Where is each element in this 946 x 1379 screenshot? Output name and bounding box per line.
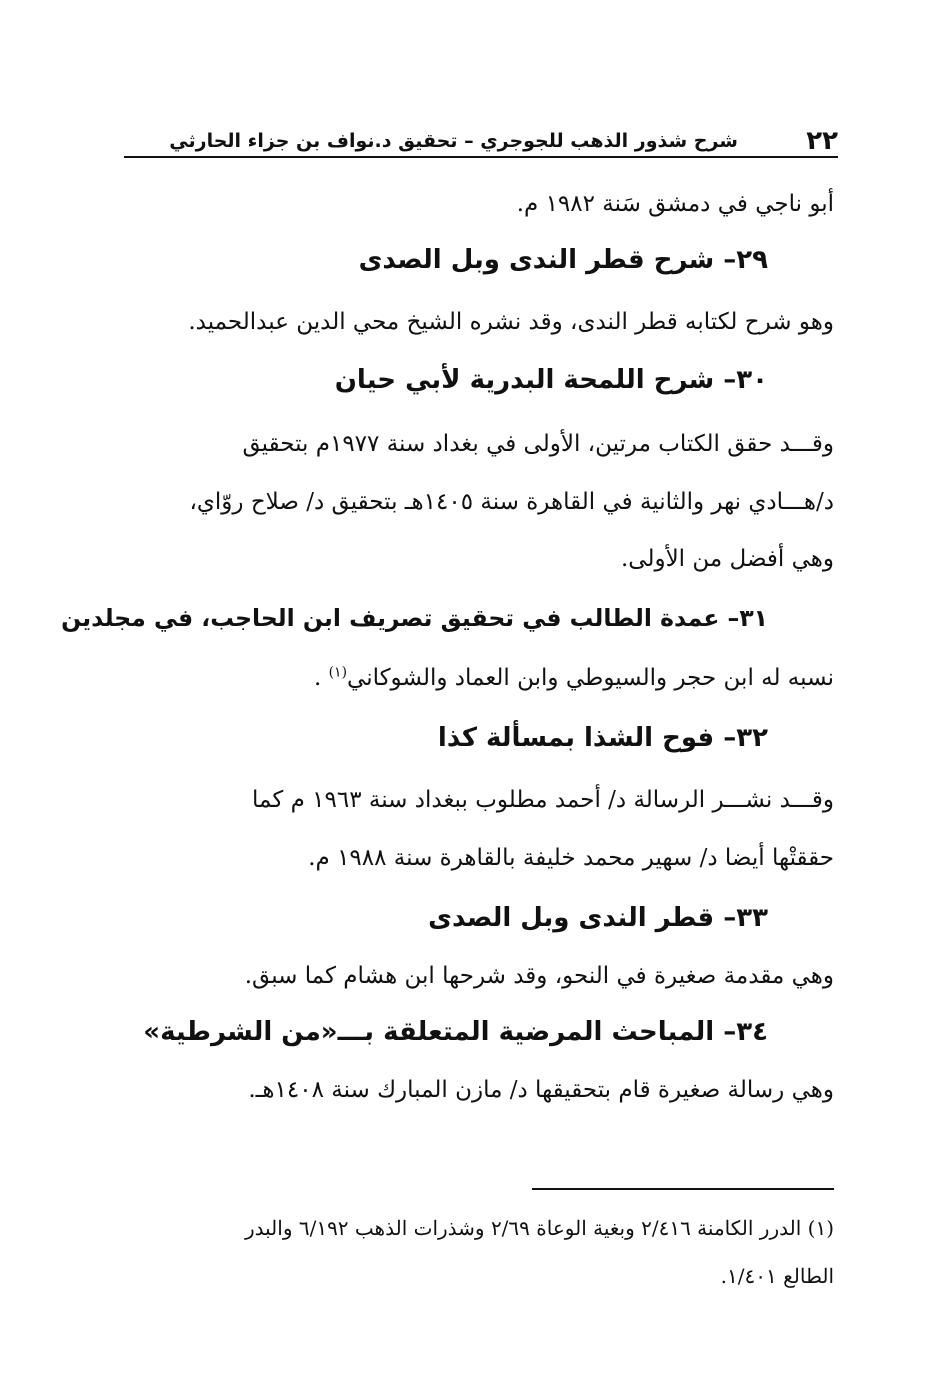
intro-line: أبو ناجي في دمشق سَنة ١٩٨٢ م. [516,191,834,217]
heading-32: ٣٢– فوح الشذا بمسألة كذا [437,723,768,753]
heading-34: ٣٤– المباحث المرضية المتعلقة بـــ«من الشرطية» [143,1017,768,1047]
paragraph-30-line2: د/هـــادي نهر والثانية في القاهرة سنة ١٤٠٥هـ بتحقيق د/ صلاح روّاي، [189,489,834,515]
heading-33: ٣٣– قطر الندى وبل الصدى [428,903,768,933]
paragraph-34: وهي رسالة صغيرة قام بتحقيقها د/ مازن المبارك سنة ١٤٠٨هـ. [248,1077,834,1103]
footnote-line1: (١) الدرر الكامنة ٢/٤١٦ وبغية الوعاة ٢/٦٩ وشذرات الذهب ٦/١٩٢ والبدر [244,1216,834,1240]
page-number: ٢٢ [806,126,838,156]
paragraph-30-line3: وهي أفضل من الأولى. [620,546,834,572]
paragraph-32-line1: وقـــد نشـــر الرسالة د/ أحمد مطلوب ببغداد سنة ١٩٦٣ م كما [252,787,834,813]
heading-30: ٣٠– شرح اللمحة البدرية لأبي حيان [334,365,768,395]
paragraph-31-end: . [313,665,329,691]
running-title: شرح شذور الذهب للجوجري – تحقيق د.نواف بن جزاء الحارثي [169,130,738,152]
footnote-line2: الطالع ١/٤٠١. [720,1264,834,1288]
paragraph-29: وهو شرح لكتابه قطر الندى، وقد نشره الشيخ محي الدين عبدالحميد. [188,309,834,335]
paragraph-31 [314,658,834,698]
paragraph-31-text: نسبه له ابن حجر والسيوطي وابن العماد والشوكاني [347,665,834,691]
heading-31: ٣١– عمدة الطالب في تحقيق تصريف ابن الحاجب، في مجلدين [61,604,768,632]
paragraph-33: وهي مقدمة صغيرة في النحو، وقد شرحها ابن هشام كما سبق. [244,963,834,989]
paragraph-32-line2: حققتْها أيضا د/ سهير محمد خليفة بالقاهرة سنة ١٩٨٨ م. [308,845,834,871]
paragraph-30-line1: وقـــد حقق الكتاب مرتين، الأولى في بغداد سنة ١٩٧٧م بتحقيق [242,431,834,457]
footnote-separator [532,1188,834,1190]
heading-29: ٢٩– شرح قطر الندى وبل الصدى [358,245,768,275]
page-header [124,126,838,158]
footnote-ref-1: (١) [328,664,348,681]
